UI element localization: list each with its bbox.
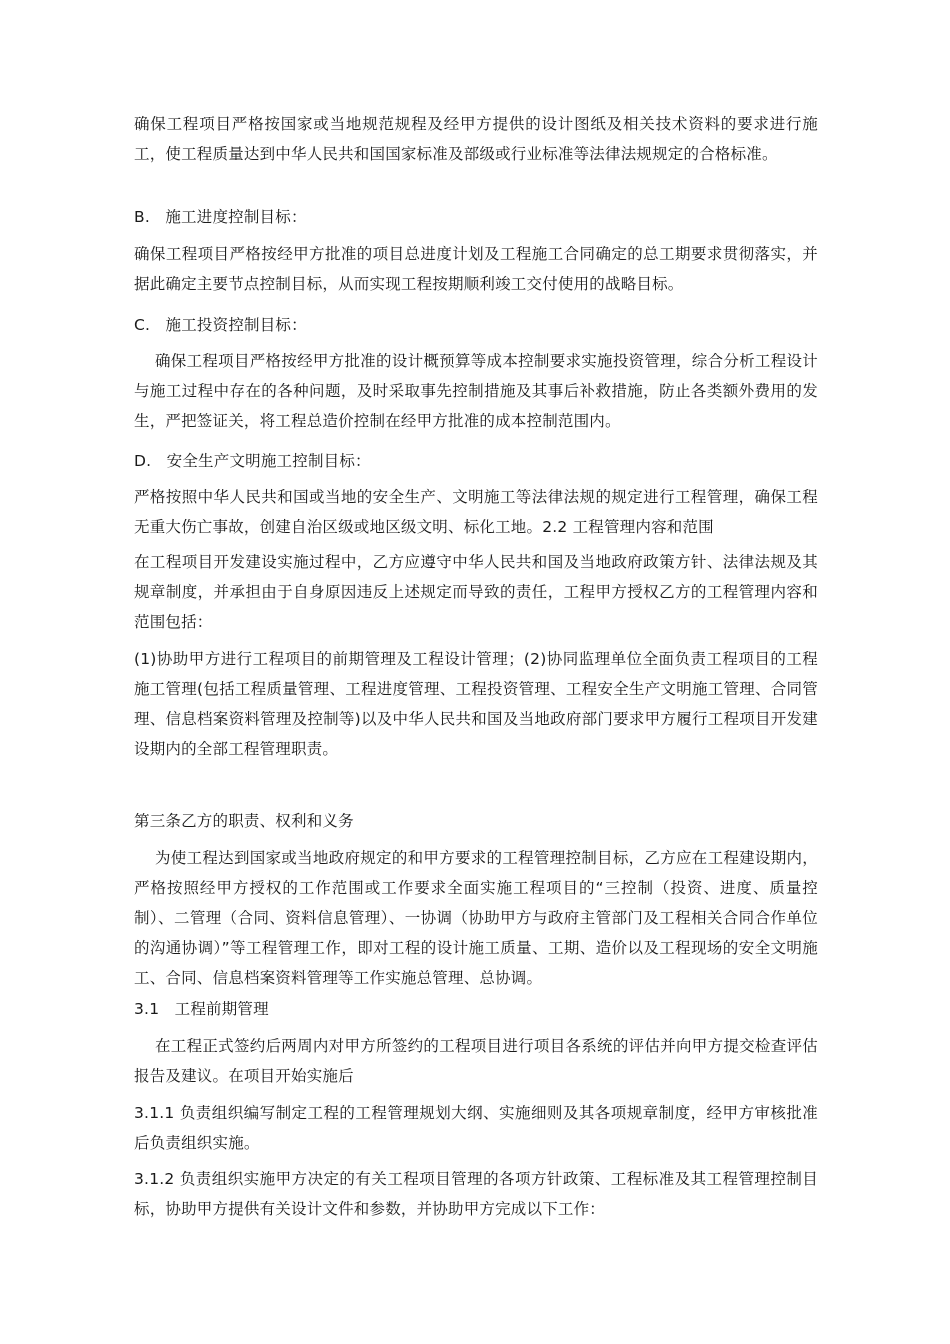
- heading-schedule-control: B. 施工进度控制目标：: [134, 208, 307, 226]
- paragraph-3-1-1: 3.1.1 负责组织编写制定工程的工程管理规划大纲、实施细则及其各项规章制度，经甲方审核批准后负责组织实施。: [134, 1104, 818, 1152]
- paragraph-schedule-target: 确保工程项目严格按经甲方批准的项目总进度计划及工程施工合同确定的总工期要求贯彻落实，并据此确定主要节点控制目标，从而实现工程按期顺利竣工交付使用的战略目标。: [134, 245, 818, 293]
- paragraph-duties-overview: 为使工程达到国家或当地政府规定的和甲方要求的工程管理控制目标，乙方应在工程建设期内，严格按照经甲方授权的工作范围或工作要求全面实施工程项目的“三控制（投资、进度、质量控制）、二管理（合同、资料信息管理）、一协调（协助甲方与政府主管部门及工程相关合同合作单位的沟通协调）”等工程管理工作，即对工程的设计施工质量、工期、造价以及工程现场的安全文明施工、合同、信息档案资料管理等工作实施总管理、总协调。: [134, 849, 818, 987]
- paragraph-management-scope: 在工程项目开发建设实施过程中，乙方应遵守中华人民共和国及当地政府政策方针、法律法规及其规章制度，并承担由于自身原因违反上述规定而导致的责任，工程甲方授权乙方的工程管理内容和范围包括：: [134, 553, 818, 631]
- heading-investment-control: C. 施工投资控制目标：: [134, 316, 307, 334]
- heading-section-3-1: 3.1 工程前期管理: [134, 1000, 269, 1018]
- paragraph-safety-target: 严格按照中华人民共和国或当地的安全生产、文明施工等法律法规的规定进行工程管理，确保工程无重大伤亡事故，创建自治区级或地区级文明、标化工地。2.2 工程管理内容和范围: [134, 488, 818, 536]
- paragraph-3-1-2: 3.1.2 负责组织实施甲方决定的有关工程项目管理的各项方针政策、工程标准及其工程管理控制目标，协助甲方提供有关设计文件和参数，并协助甲方完成以下工作：: [134, 1170, 818, 1218]
- section-title-article-three: 第三条乙方的职责、权利和义务: [134, 812, 354, 830]
- paragraph-early-assessment: 在工程正式签约后两周内对甲方所签约的工程项目进行项目各系统的评估并向甲方提交检查评估报告及建议。在项目开始实施后: [134, 1037, 818, 1085]
- paragraph-scope-items: (1)协助甲方进行工程项目的前期管理及工程设计管理；(2)协同监理单位全面负责工程项目的工程施工管理(包括工程质量管理、工程进度管理、工程投资管理、工程安全生产文明施工管理、合同管理、信息档案资料管理及控制等)以及中华人民共和国及当地政府部门要求甲方履行工程项目开发建设期内的全部工程管理职责。: [134, 650, 818, 758]
- paragraph-investment-target: 确保工程项目严格按经甲方批准的设计概预算等成本控制要求实施投资管理，综合分析工程设计与施工过程中存在的各种问题，及时采取事先控制措施及其事后补救措施，防止各类额外费用的发生，严把签证关，将工程总造价控制在经甲方批准的成本控制范围内。: [134, 352, 818, 430]
- heading-safety-control: D. 安全生产文明施工控制目标：: [134, 452, 371, 470]
- paragraph-quality-target: 确保工程项目严格按国家或当地规范规程及经甲方提供的设计图纸及相关技术资料的要求进行施工，使工程质量达到中华人民共和国国家标准及部级或行业标准等法律法规规定的合格标准。: [134, 115, 818, 163]
